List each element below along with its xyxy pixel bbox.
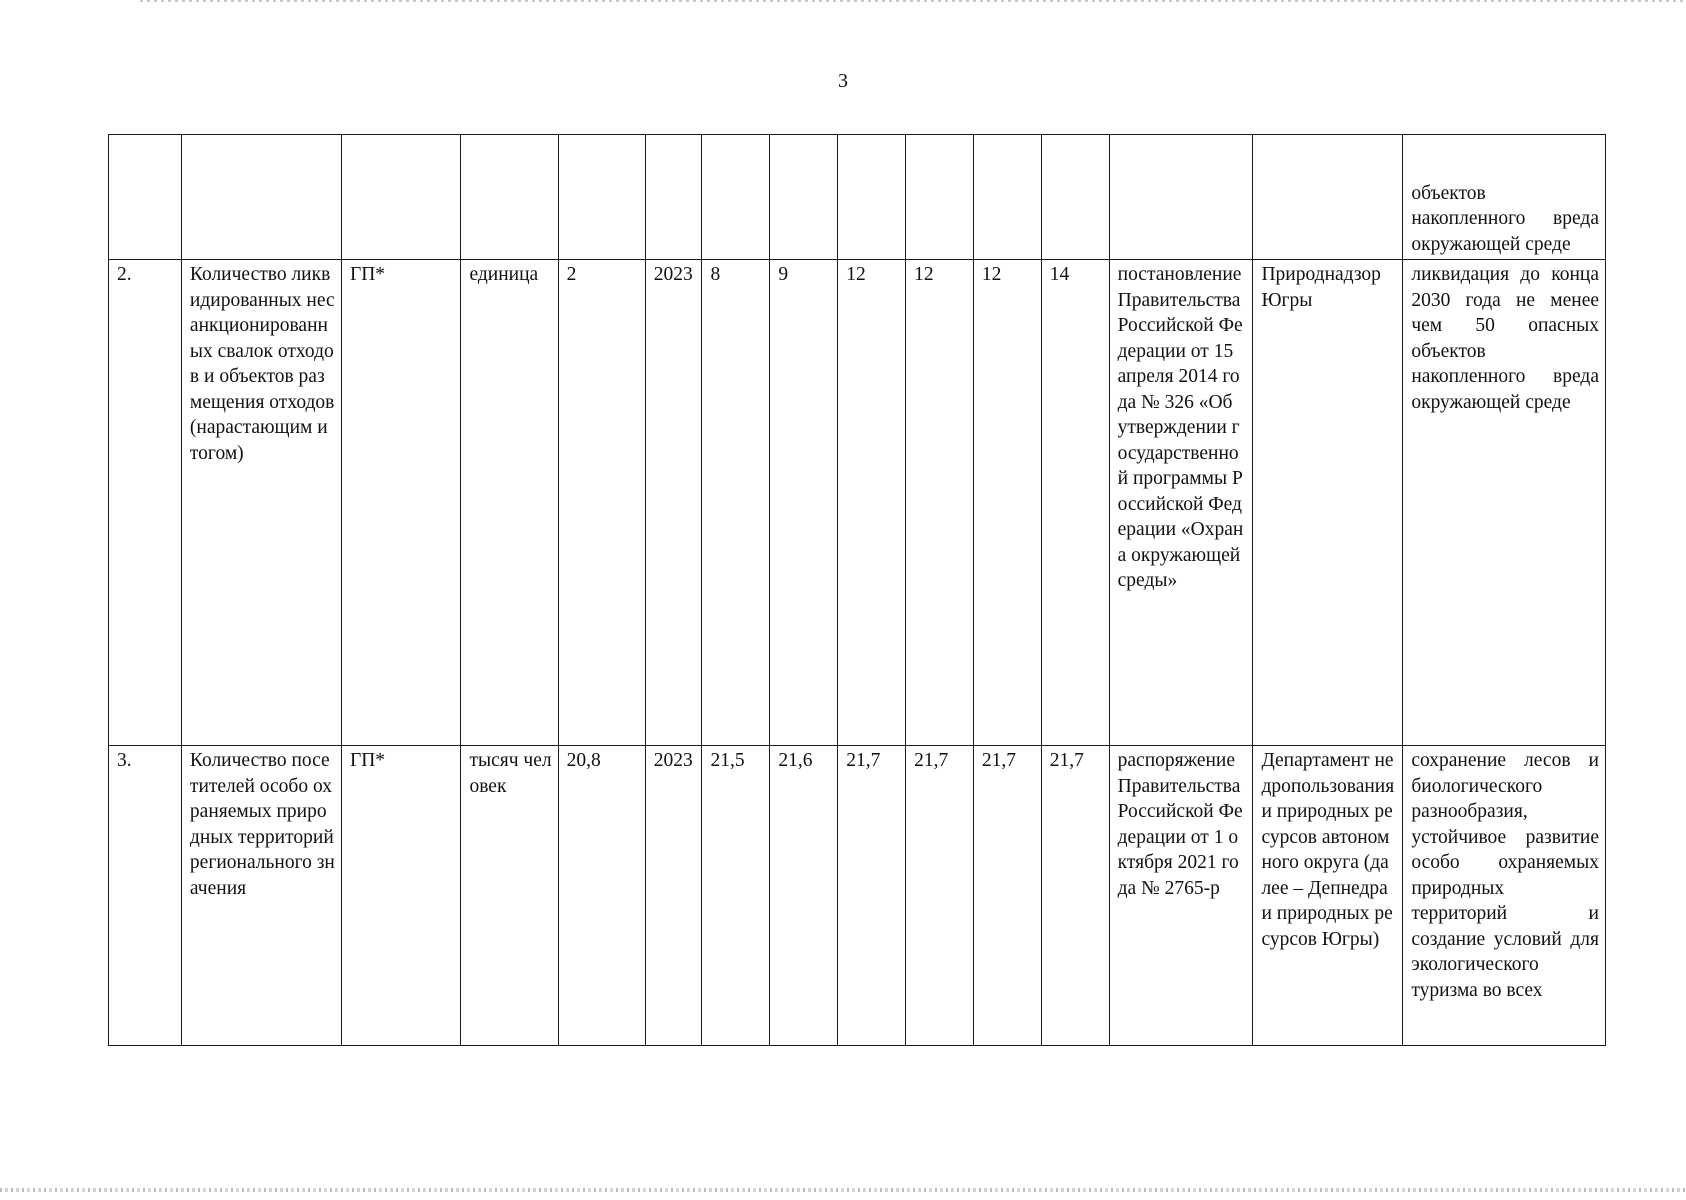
cell-doc-type: ГП* — [341, 260, 461, 746]
cell-responsible: Департамент недропользования и природных ресурсов автономного округа (далее – Депнедра и природных ресурсов Югры) — [1253, 746, 1403, 1046]
cell-unit: единица — [461, 260, 558, 746]
cell-value: 21,5 — [702, 746, 770, 1046]
cell-goal: ликвидация до конца 2030 года не менее чем 50 опасных объектов накопленного вреда окружающей среде — [1403, 260, 1606, 746]
cell-value: 9 — [770, 260, 838, 746]
cell-goal: сохранение лесов и биологического разнообразия, устойчивое развитие особо охраняемых природных территорий и создание условий для экологического туризма во всех — [1403, 746, 1606, 1046]
cell-base-value: 20,8 — [558, 746, 645, 1046]
cell-value: 14 — [1041, 260, 1109, 746]
cell-document: постановление Правительства Российской Федерации от 15 апреля 2014 года № 326 «Об утверждении государственной программы Российской Федерации «Охрана окружающей среды» — [1109, 260, 1253, 746]
cell-value: 21,7 — [838, 746, 906, 1046]
cell-value — [906, 135, 974, 260]
cell-num: 3. — [109, 746, 182, 1046]
table-row — [109, 260, 1606, 746]
indicators-table — [108, 134, 1606, 1046]
cell-base-value — [558, 135, 645, 260]
cell-doc-type: ГП* — [341, 746, 461, 1046]
cell-value — [838, 135, 906, 260]
cell-value — [702, 135, 770, 260]
cell-responsible — [1253, 135, 1403, 260]
cell-unit: тысяч человек — [461, 746, 558, 1046]
cell-value: 21,6 — [770, 746, 838, 1046]
cell-value: 12 — [973, 260, 1041, 746]
cell-name — [181, 135, 341, 260]
scan-edge-top — [140, 0, 1686, 2]
cell-unit — [461, 135, 558, 260]
cell-document — [1109, 135, 1253, 260]
cell-num: 2. — [109, 260, 182, 746]
cell-value: 12 — [838, 260, 906, 746]
cell-base-year: 2023 — [645, 260, 702, 746]
cell-value: 21,7 — [973, 746, 1041, 1046]
cell-value — [973, 135, 1041, 260]
cell-value: 12 — [906, 260, 974, 746]
cell-goal: объектов накопленного вреда окружающей среде — [1403, 135, 1606, 260]
cell-name: Количество посетителей особо охраняемых природных территорий регионального значения — [181, 746, 341, 1046]
cell-responsible: Природнадзор Югры — [1253, 260, 1403, 746]
cell-value: 21,7 — [1041, 746, 1109, 1046]
cell-base-value: 2 — [558, 260, 645, 746]
page-number: 3 — [838, 70, 848, 92]
cell-value: 8 — [702, 260, 770, 746]
table-row — [109, 746, 1606, 1046]
cell-value — [770, 135, 838, 260]
cell-document: распоряжение Правительства Российской Федерации от 1 октября 2021 года № 2765-р — [1109, 746, 1253, 1046]
scan-edge-bottom — [0, 1188, 1686, 1192]
cell-num — [109, 135, 182, 260]
cell-value — [1041, 135, 1109, 260]
cell-base-year: 2023 — [645, 746, 702, 1046]
table-row — [109, 135, 1606, 260]
cell-doc-type — [341, 135, 461, 260]
cell-value: 21,7 — [906, 746, 974, 1046]
cell-name: Количество ликвидированных несанкционированных свалок отходов и объектов размещения отходов (нарастающим итогом) — [181, 260, 341, 746]
cell-base-year — [645, 135, 702, 260]
